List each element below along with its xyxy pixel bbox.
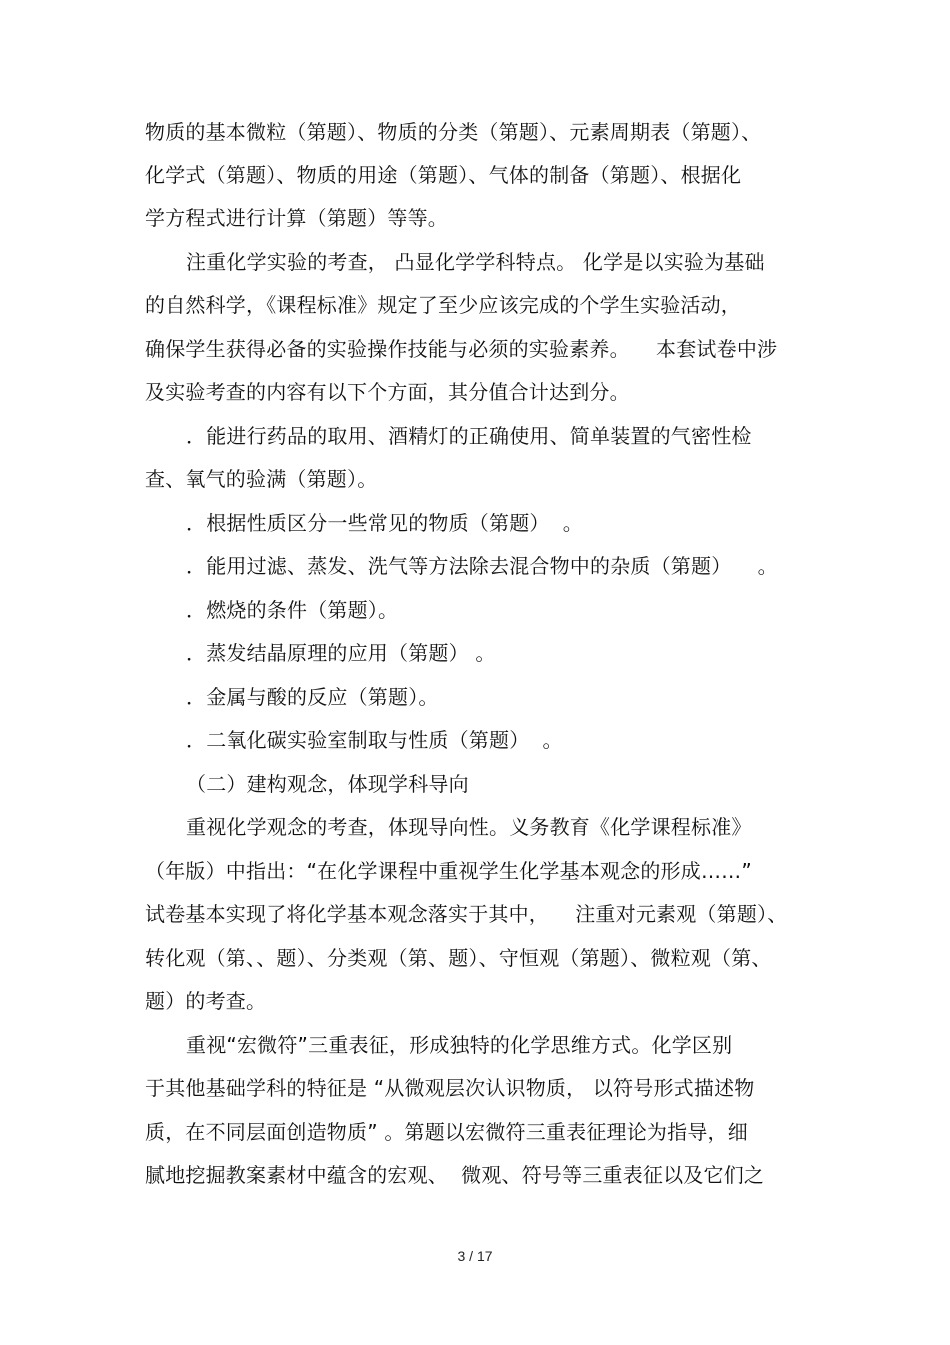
text-line: 确保学生获得必备的实验操作技能与必须的实验素养。 本套试卷中涉 [145,337,778,361]
list-item: ．根据性质区分一些常见的物质（第题） 。 [186,511,583,535]
list-item: ．金属与酸的反应（第题）。 [186,685,439,709]
list-item: ．能用过滤、蒸发、洗气等方法除去混合物中的杂质（第题） 。 [186,554,778,578]
text-line: 于其他基础学科的特征是 “从微观层次认识物质， 以符号形式描述物 [145,1076,755,1100]
text-line: 物质的基本微粒（第题）、物质的分类（第题）、元素周期表（第题）、 [145,120,762,144]
list-item: ．燃烧的条件（第题）。 [186,598,399,622]
text-line: 及实验考查的内容有以下个方面，其分值合计达到分。 [145,380,630,404]
page-number: 3 / 17 [457,1248,493,1264]
list-item: ．能进行药品的取用、酒精灯的正确使用、简单装置的气密性检 [186,424,752,448]
text-line: 学方程式进行计算（第题）等等。 [145,206,448,230]
text-line: 质，在不同层面创造物质” 。第题以宏微符三重表征理论为指导，细 [145,1120,748,1144]
text-line: （年版）中指出：“在化学课程中重视学生化学基本观念的形成……” [145,859,752,883]
text-line: 腻地挖掘教案素材中蕴含的宏观、 微观、符号等三重表征以及它们之 [145,1163,765,1187]
text-line: 的自然科学，《课程标准》规定了至少应该完成的个学生实验活动， [145,293,741,317]
text-line: 题）的考查。 [145,989,267,1013]
text-line: 重视“宏微符”三重表征，形成独特的化学思维方式。化学区别 [186,1033,733,1057]
text-line: 试卷基本实现了将化学基本观念落实于其中， 注重对元素观（第题）、 [145,902,788,926]
text-line: 转化观（第、、题）、分类观（第、题）、守恒观（第题）、微粒观（第、 [145,946,772,970]
text-line: 化学式（第题）、物质的用途（第题）、气体的制备（第题）、根据化 [145,163,742,187]
section-heading: （二）建构观念，体现学科导向 [186,772,469,796]
text-line: 注重化学实验的考查， 凸显化学学科特点。 化学是以实验为基础 [186,250,765,274]
text-line: 重视化学观念的考查，体现导向性。义务教育《化学课程标准》 [186,815,752,839]
text-line: 查、氧气的验满（第题）。 [145,467,378,491]
list-item: ．蒸发结晶原理的应用（第题） 。 [186,641,496,665]
list-item: ．二氧化碳实验室制取与性质（第题） 。 [186,728,563,752]
